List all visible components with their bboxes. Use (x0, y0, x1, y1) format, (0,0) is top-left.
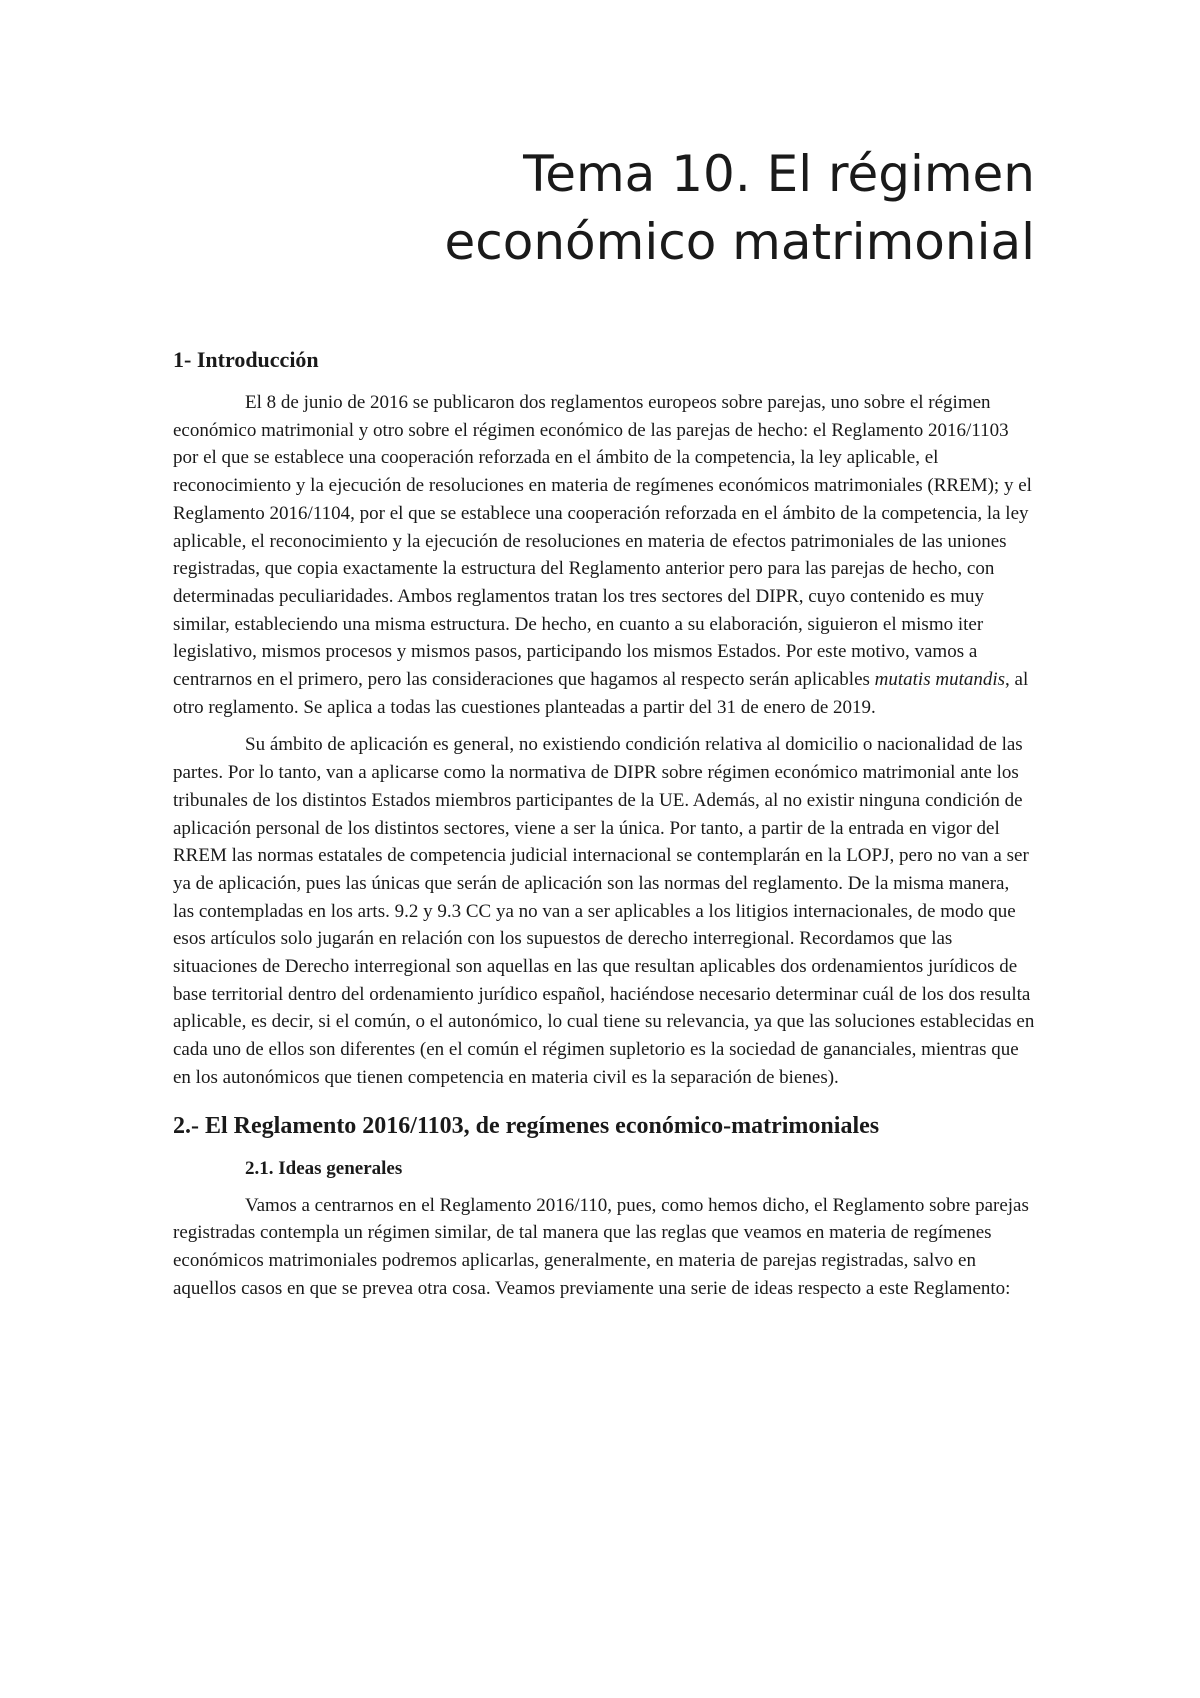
document-title-line-2: económico matrimonial (444, 213, 1035, 271)
document-title (173, 140, 1035, 276)
section-1-paragraph-1-italic: mutatis mutandis (874, 669, 1006, 691)
section-1-heading: 1- Introducción (173, 347, 319, 372)
section-1-paragraph-1 (173, 389, 1035, 721)
section-1-paragraph-2: Su ámbito de aplicación es general, no existiendo condición relativa al domicilio o nacionalidad de las partes. Por lo tanto, van a aplicarse como la normativa de DIPR sobre régimen económico matrimonial ante los tribunales de los distintos Estados miembros participantes de la UE. Además, al no existir ninguna condición de aplicación personal de los distintos sectores, viene a ser la única. Por tanto, a partir de la entrada en vigor del RREM las normas estatales de competencia judicial internacional se contemplarán en la LOPJ, pero no van a ser ya de aplicación, pues las únicas que serán de aplicación son las normas del reglamento. De la misma manera, las contempladas en los arts. 9.2 y 9.3 CC ya no van a ser aplicables a los litigios internacionales, de modo que esos artículos solo jugarán en relación con los supuestos de derecho interregional. Recordamos que las situaciones de Derecho interregional son aquellas en las que resultan aplicables dos ordenamientos jurídicos de base territorial dentro del ordenamiento jurídico español, haciéndose necesario determinar cuál de los dos resulta aplicable, es decir, si el común, o el autonómico, lo cual tiene su relevancia, ya que las soluciones establecidas en cada uno de ellos son diferentes (en el común el régimen supletorio es la sociedad de gananciales, mientras que en los autonómicos que tienen competencia en materia civil es la separación de bienes). (173, 734, 1035, 1088)
document-title-line-1: Tema 10. El régimen (523, 145, 1035, 203)
document-body (173, 345, 1035, 1312)
section-2-heading: 2.- El Reglamento 2016/1103, de regímenes económico-matrimoniales (173, 1112, 880, 1139)
section-1-paragraph-1-text-b: , al otro reglamento. Se aplica a todas las cuestiones planteadas a partir del 31 de enero de 2019. (173, 669, 1029, 718)
section-2-1-heading: 2.1. Ideas generales (245, 1157, 403, 1179)
section-1-paragraph-1-text-a: El 8 de junio de 2016 se publicaron dos reglamentos europeos sobre parejas, uno sobre el régimen económico matrimonial y otro sobre el régimen económico de las parejas de hecho: el Reglamento 2016/1103 por el que se establece una cooperación reforzada en el ámbito de la competencia, la ley aplicable, el reconocimiento y la ejecución de resoluciones en materia de regímenes económicos matrimoniales (RREM); y el Reglamento 2016/1104, por el que se establece una cooperación reforzada en el ámbito de la competencia, la ley aplicable, el reconocimiento y la ejecución de resoluciones en materia de efectos patrimoniales de las uniones registradas, que copia exactamente la estructura del Reglamento anterior pero para las parejas de hecho, con determinadas peculiaridades. Ambos reglamentos tratan los tres sectores del DIPR, cuyo contenido es muy similar, estableciendo una misma estructura. De hecho, en cuanto a su elaboración, siguieron el mismo iter legislativo, mismos procesos y mismos pasos, participando los mismos Estados. Por este motivo, vamos a centrarnos en el primero, pero las consideraciones que hagamos al respecto serán aplicables (173, 392, 1032, 691)
section-2-1-paragraph-1: Vamos a centrarnos en el Reglamento 2016/110, pues, como hemos dicho, el Reglamento sobre parejas registradas contempla un régimen similar, de tal manera que las reglas que veamos en materia de regímenes económicos matrimoniales podremos aplicarlas, generalmente, en materia de parejas registradas, salvo en aquellos casos en que se prevea otra cosa. Veamos previamente una serie de ideas respecto a este Reglamento: (173, 1194, 1029, 1299)
